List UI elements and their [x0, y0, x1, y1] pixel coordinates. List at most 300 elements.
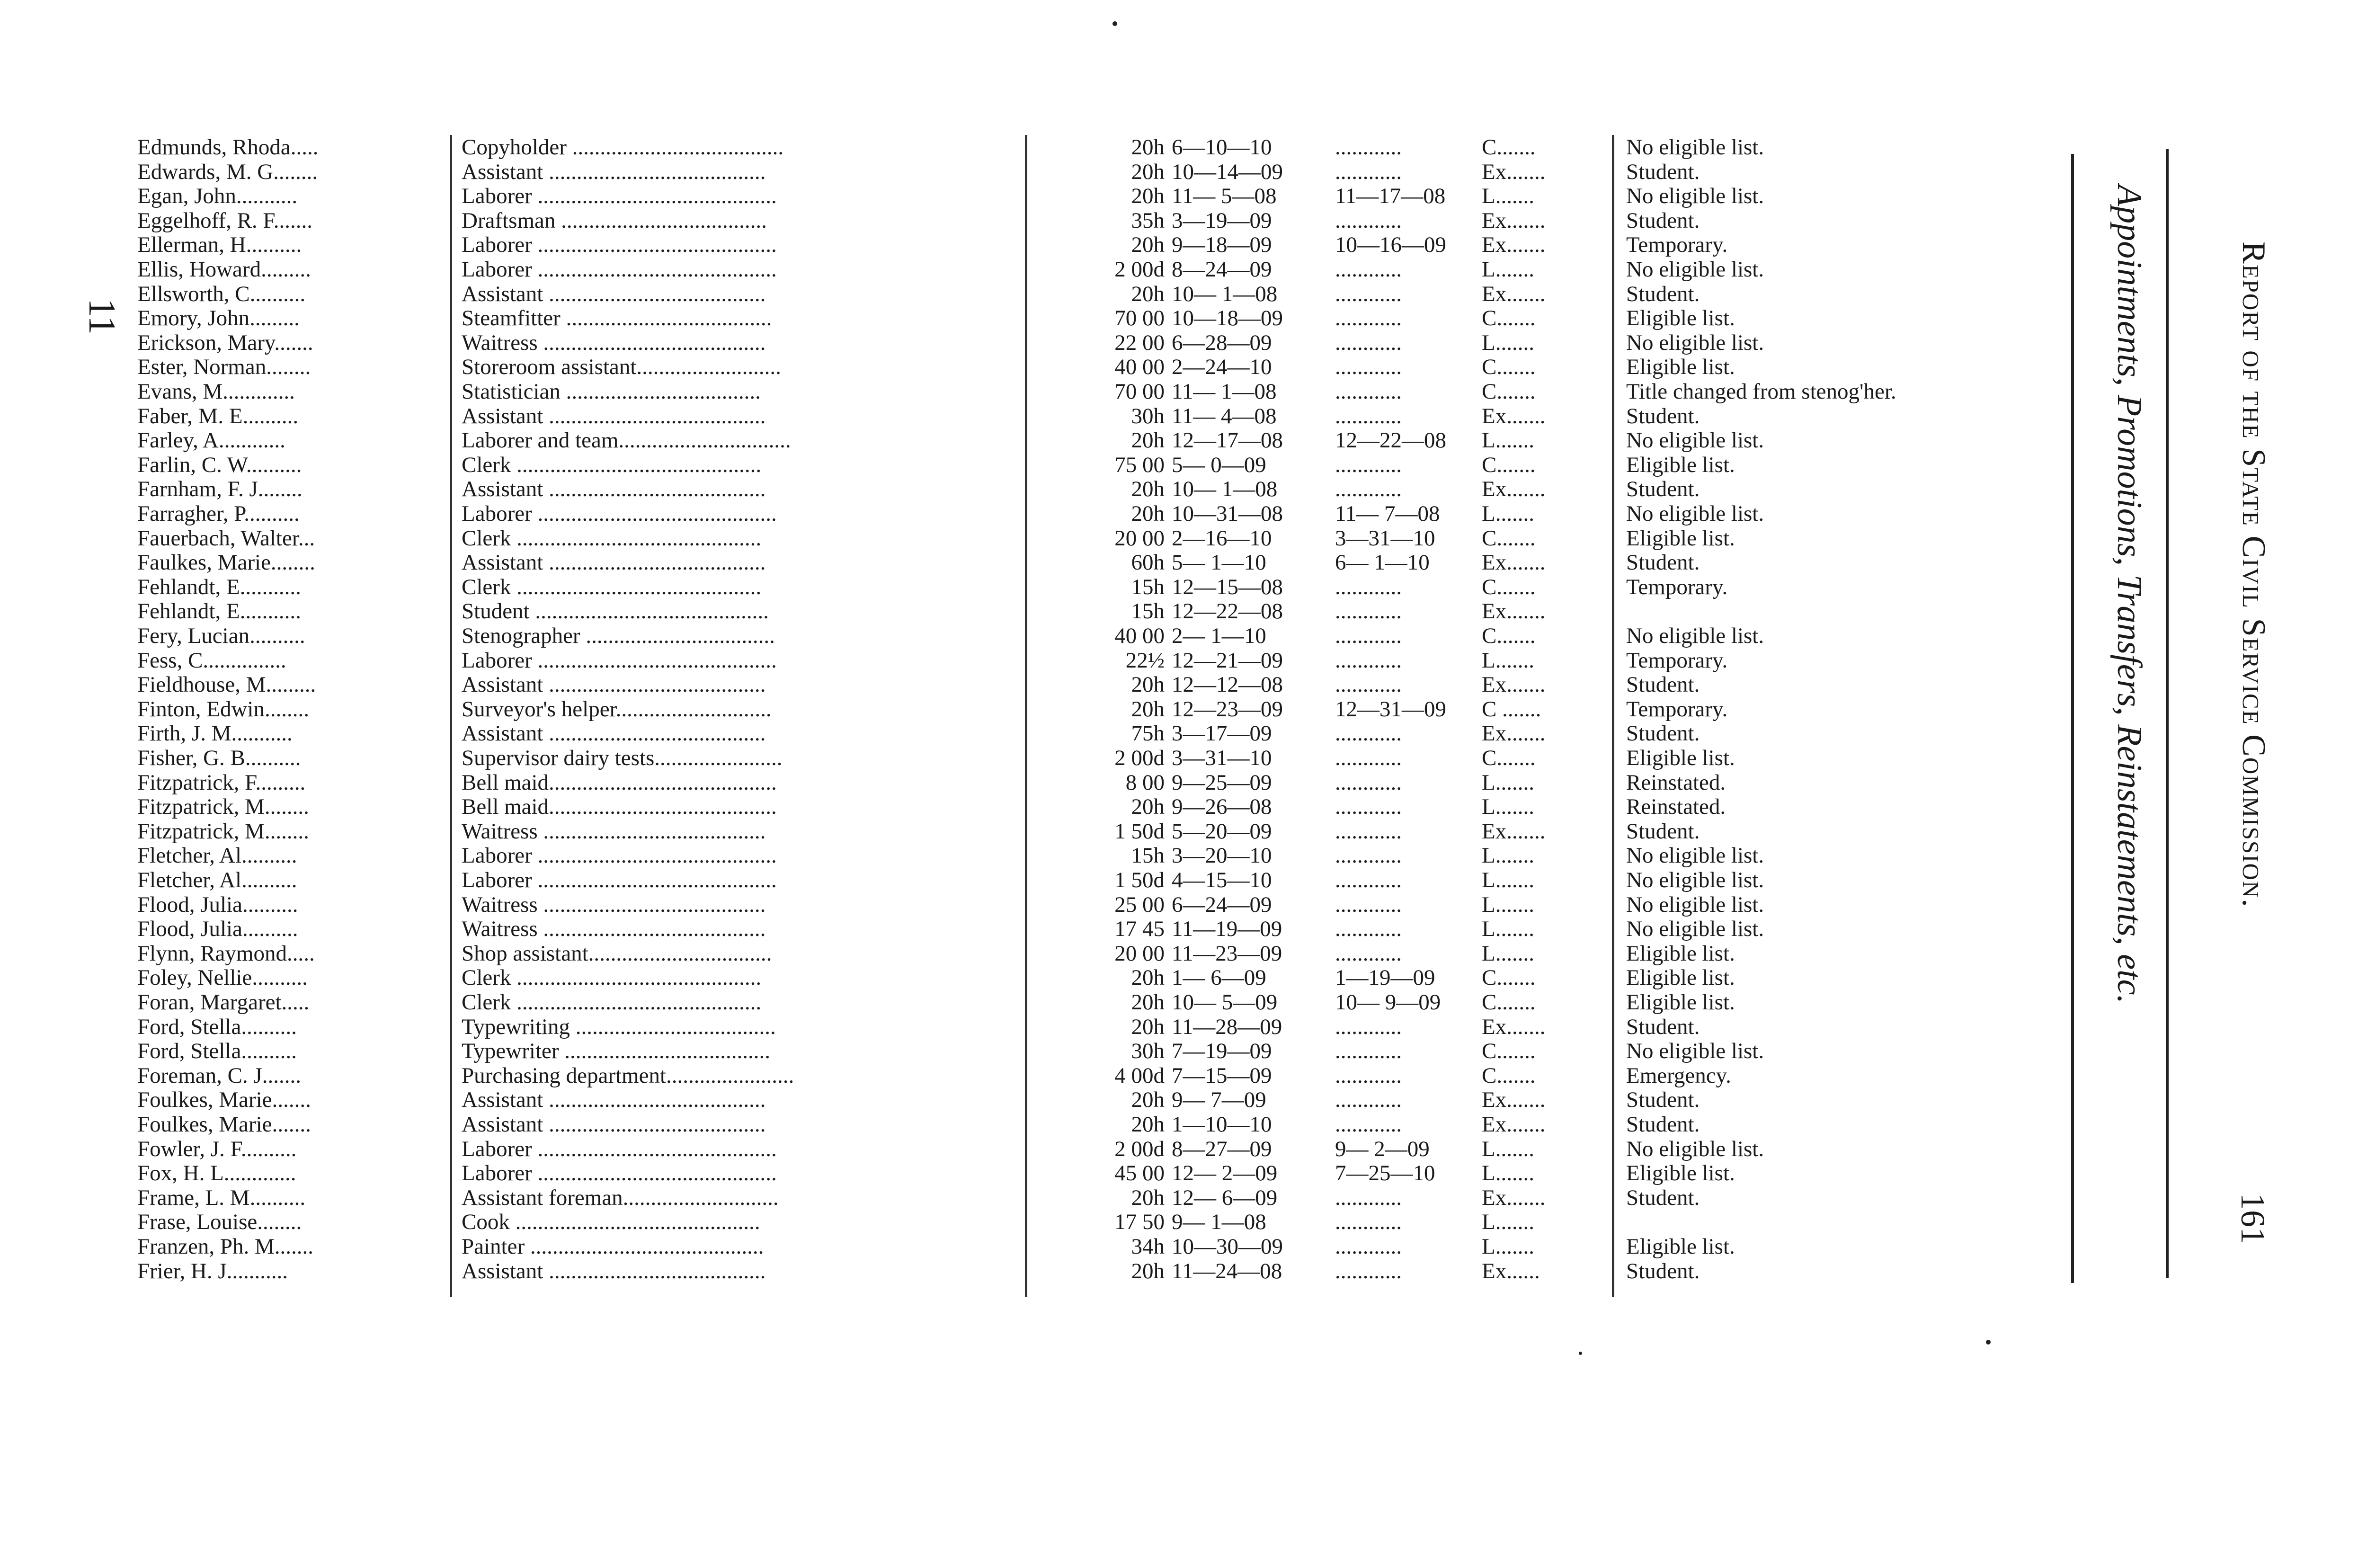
class-code: L....... — [1482, 330, 1534, 355]
termination-date: 7—25—10 — [1335, 1161, 1435, 1186]
appointment-date: 11— 5—08 — [1172, 184, 1277, 209]
appointment-date: 5— 1—10 — [1172, 550, 1266, 575]
employee-name: Farragher, P.......... — [137, 501, 300, 526]
employee-name: Edmunds, Rhoda..... — [137, 135, 319, 160]
remark-text: Student. — [1626, 281, 1700, 306]
class-code: L....... — [1482, 1210, 1534, 1235]
remark-text: Student. — [1626, 1185, 1700, 1210]
position-title: Waitress ........................................ — [462, 917, 766, 942]
employee-name: Faber, M. E.......... — [137, 403, 299, 428]
class-code: C....... — [1482, 746, 1536, 770]
employee-name: Erickson, Mary....... — [137, 330, 313, 355]
employee-name: Foulkes, Marie....... — [137, 1112, 311, 1137]
table-row — [0, 1210, 2083, 1234]
employee-name: Eggelhoff, R. F....... — [137, 208, 313, 233]
appointment-date: 10— 5—09 — [1172, 990, 1278, 1015]
position-title: Clerk ............................................ — [462, 574, 762, 599]
class-code: C....... — [1482, 624, 1536, 648]
remark-text: No eligible list. — [1626, 184, 1764, 209]
termination-date: 12—22—08 — [1335, 428, 1446, 453]
salary-value: 20h — [1131, 794, 1165, 820]
employee-name: Fisher, G. B.......... — [137, 746, 301, 770]
table-row — [0, 160, 2083, 184]
class-code: L....... — [1482, 868, 1534, 892]
remark-text: Student. — [1626, 1087, 1700, 1113]
class-code: C....... — [1482, 306, 1536, 331]
column-rule-salary — [1025, 135, 1027, 1297]
salary-value: 70 00 — [1114, 379, 1165, 404]
position-title: Steamfitter ..................................... — [462, 306, 772, 331]
employee-name: Egan, John........... — [137, 184, 298, 209]
remark-text: Eligible list. — [1626, 355, 1735, 380]
appointment-date: 12—17—08 — [1172, 428, 1283, 453]
table-row — [0, 282, 2083, 306]
salary-value: 20h — [1131, 965, 1165, 990]
appointment-date: 10—18—09 — [1172, 306, 1283, 331]
appointment-date: 12—15—08 — [1172, 574, 1283, 599]
table-row — [0, 1161, 2083, 1185]
appointment-date: 3—20—10 — [1172, 843, 1272, 868]
remark-text: Eligible list. — [1626, 452, 1735, 477]
employee-name: Farley, A............ — [137, 428, 285, 453]
position-title: Waitress ........................................ — [462, 892, 766, 917]
termination-date: ............ — [1335, 330, 1402, 355]
section-subtitle: Appointments, Promotions, Transfers, Reinstatements, etc. — [2110, 185, 2149, 1004]
class-code: Ex....... — [1482, 672, 1546, 697]
appointment-date: 3—17—09 — [1172, 721, 1272, 746]
salary-value: 15h — [1131, 574, 1165, 599]
table-row — [0, 257, 2083, 282]
class-code: C....... — [1482, 452, 1536, 477]
employee-name: Emory, John......... — [137, 306, 300, 331]
termination-date: ............ — [1335, 1210, 1402, 1235]
remark-text: Student. — [1626, 1112, 1700, 1137]
class-code: Ex....... — [1482, 281, 1546, 306]
employee-name: Fletcher, Al.......... — [137, 843, 297, 868]
termination-date: ............ — [1335, 1112, 1402, 1137]
table-row — [0, 501, 2083, 526]
appointment-date: 10— 1—08 — [1172, 281, 1278, 306]
employee-name: Foley, Nellie.......... — [137, 965, 308, 990]
remark-text: Student. — [1626, 208, 1700, 233]
class-code: L....... — [1482, 501, 1534, 526]
position-title: Copyholder ...................................... — [462, 135, 784, 160]
salary-value: 20h — [1131, 990, 1165, 1015]
termination-date: ............ — [1335, 648, 1402, 673]
appointment-date: 1— 6—09 — [1172, 965, 1266, 990]
termination-date: ............ — [1335, 1185, 1402, 1210]
termination-date: 3—31—10 — [1335, 526, 1435, 551]
appointment-date: 11—19—09 — [1172, 917, 1282, 942]
position-title: Assistant ....................................... — [462, 159, 766, 184]
remark-text: Temporary. — [1626, 574, 1728, 599]
employee-name: Fowler, J. F.......... — [137, 1136, 297, 1161]
position-title: Assistant ....................................... — [462, 550, 766, 575]
table-row — [0, 746, 2083, 770]
position-title: Laborer ........................................... — [462, 232, 777, 258]
termination-date: ............ — [1335, 477, 1402, 502]
employee-name: Fitzpatrick, M........ — [137, 819, 309, 844]
termination-date: ............ — [1335, 379, 1402, 404]
position-title: Assistant ....................................... — [462, 1258, 766, 1283]
remark-text: No eligible list. — [1626, 843, 1764, 868]
salary-value: 75h — [1131, 721, 1165, 746]
salary-value: 1 50d — [1114, 819, 1165, 844]
remark-text: Student. — [1626, 403, 1700, 428]
remark-text: No eligible list. — [1626, 1136, 1764, 1161]
appointment-date: 8—24—09 — [1172, 257, 1272, 282]
employee-name: Ellsworth, C.......... — [137, 281, 306, 306]
position-title: Assistant foreman............................ — [462, 1185, 779, 1210]
position-title: Typewriting .................................... — [462, 1014, 776, 1039]
salary-value: 22½ — [1125, 648, 1165, 673]
appointment-date: 9—18—09 — [1172, 232, 1272, 258]
termination-date: ............ — [1335, 599, 1402, 624]
termination-date: ............ — [1335, 819, 1402, 844]
class-code: C....... — [1482, 574, 1536, 599]
remark-text: Student. — [1626, 550, 1700, 575]
table-row — [0, 306, 2083, 330]
class-code: Ex....... — [1482, 232, 1546, 258]
termination-date: ............ — [1335, 1258, 1402, 1283]
salary-value: 30h — [1131, 403, 1165, 428]
employee-name: Fletcher, Al.......... — [137, 868, 297, 892]
remark-text: Student. — [1626, 477, 1700, 502]
position-title: Purchasing department....................... — [462, 1063, 794, 1088]
salary-value: 20 00 — [1114, 526, 1165, 551]
remark-text: No eligible list. — [1626, 257, 1764, 282]
appointment-date: 9—26—08 — [1172, 794, 1272, 820]
employee-name: Fauerbach, Walter... — [137, 526, 315, 551]
termination-date: ............ — [1335, 574, 1402, 599]
employee-name: Ford, Stella.......... — [137, 1014, 297, 1039]
appointment-date: 3—31—10 — [1172, 746, 1272, 770]
remark-text: Eligible list. — [1626, 306, 1735, 331]
table-row — [0, 1087, 2083, 1112]
class-code: L....... — [1482, 184, 1534, 209]
position-title: Waitress ........................................ — [462, 330, 766, 355]
salary-value: 20h — [1131, 1087, 1165, 1113]
table-row — [0, 232, 2083, 257]
class-code: L....... — [1482, 941, 1534, 966]
salary-value: 70 00 — [1114, 306, 1165, 331]
employee-name: Fery, Lucian.......... — [137, 624, 305, 648]
position-title: Laborer ........................................... — [462, 648, 777, 673]
salary-value: 20h — [1131, 1014, 1165, 1039]
employee-name: Ellis, Howard......... — [137, 257, 311, 282]
remark-text: No eligible list. — [1626, 917, 1764, 942]
employee-name: Flood, Julia.......... — [137, 892, 298, 917]
employee-name: Farlin, C. W.......... — [137, 452, 302, 477]
table-row — [0, 1112, 2083, 1137]
termination-date: ............ — [1335, 159, 1402, 184]
appointment-date: 7—19—09 — [1172, 1039, 1272, 1064]
table-row — [0, 1185, 2083, 1210]
table-row — [0, 599, 2083, 624]
table-row — [0, 1137, 2083, 1161]
appointment-date: 6—24—09 — [1172, 892, 1272, 917]
remark-text: Student. — [1626, 1014, 1700, 1039]
employee-name: Fehlandt, E........... — [137, 599, 301, 624]
appointment-date: 12—12—08 — [1172, 672, 1283, 697]
remark-text: Student. — [1626, 819, 1700, 844]
appointment-date: 5— 0—09 — [1172, 452, 1266, 477]
termination-date: ............ — [1335, 843, 1402, 868]
salary-value: 15h — [1131, 599, 1165, 624]
position-title: Assistant ....................................... — [462, 1087, 766, 1113]
position-title: Bell maid......................................... — [462, 770, 777, 795]
salary-value: 20h — [1131, 159, 1165, 184]
appointment-date: 11—23—09 — [1172, 941, 1282, 966]
class-code: C....... — [1482, 379, 1536, 404]
position-title: Laborer ........................................... — [462, 257, 777, 282]
employee-name: Fitzpatrick, F......... — [137, 770, 306, 795]
table-row — [0, 355, 2083, 379]
table-row — [0, 135, 2083, 160]
termination-date: ............ — [1335, 624, 1402, 648]
employee-name: Finton, Edwin........ — [137, 696, 309, 722]
position-title: Waitress ........................................ — [462, 819, 766, 844]
position-title: Clerk ............................................ — [462, 526, 762, 551]
termination-date: ............ — [1335, 1039, 1402, 1064]
appointment-date: 11—28—09 — [1172, 1014, 1282, 1039]
termination-date: 11—17—08 — [1335, 184, 1446, 209]
termination-date: ............ — [1335, 281, 1402, 306]
table-row — [0, 1015, 2083, 1039]
class-code: Ex....... — [1482, 599, 1546, 624]
class-code: Ex....... — [1482, 819, 1546, 844]
position-title: Clerk ............................................ — [462, 965, 762, 990]
table-row — [0, 1039, 2083, 1063]
table-row — [0, 550, 2083, 575]
employee-name: Ellerman, H.......... — [137, 232, 302, 258]
employee-name: Frier, H. J........... — [137, 1258, 288, 1283]
class-code: L....... — [1482, 1136, 1534, 1161]
termination-date: ............ — [1335, 208, 1402, 233]
salary-value: 15h — [1131, 843, 1165, 868]
appointment-date: 6—10—10 — [1172, 135, 1272, 160]
termination-date: 6— 1—10 — [1335, 550, 1430, 575]
appointment-date: 2—24—10 — [1172, 355, 1272, 380]
table-row — [0, 428, 2083, 453]
employee-name: Fehlandt, E........... — [137, 574, 301, 599]
appointment-date: 12— 2—09 — [1172, 1161, 1278, 1186]
appointment-date: 12—21—09 — [1172, 648, 1283, 673]
appointment-date: 5—20—09 — [1172, 819, 1272, 844]
remark-text: Student. — [1626, 1258, 1700, 1283]
table-row — [0, 672, 2083, 697]
class-code: C....... — [1482, 526, 1536, 551]
remark-text: Student. — [1626, 672, 1700, 697]
appointment-date: 9— 1—08 — [1172, 1210, 1266, 1235]
employee-name: Farnham, F. J........ — [137, 477, 303, 502]
class-code: Ex....... — [1482, 208, 1546, 233]
employee-name: Fess, C............... — [137, 648, 286, 673]
position-title: Student .......................................... — [462, 599, 769, 624]
salary-value: 2 00d — [1114, 1136, 1165, 1161]
termination-date: ............ — [1335, 135, 1402, 160]
appointment-date: 7—15—09 — [1172, 1063, 1272, 1088]
salary-value: 45 00 — [1114, 1161, 1165, 1186]
position-title: Painter .......................................... — [462, 1234, 764, 1259]
termination-date: ............ — [1335, 794, 1402, 820]
table-row — [0, 1234, 2083, 1259]
class-code: Ex....... — [1482, 159, 1546, 184]
termination-date: ............ — [1335, 1014, 1402, 1039]
table-row — [0, 990, 2083, 1015]
remark-text: Reinstated. — [1626, 770, 1726, 795]
position-title: Laborer and team............................... — [462, 428, 791, 453]
employee-name: Foulkes, Marie....... — [137, 1087, 311, 1113]
class-code: Ex....... — [1482, 550, 1546, 575]
position-title: Typewriter ..................................... — [462, 1039, 771, 1064]
termination-date: 10— 9—09 — [1335, 990, 1441, 1015]
salary-value: 60h — [1131, 550, 1165, 575]
remark-text: Student. — [1626, 721, 1700, 746]
termination-date: ............ — [1335, 917, 1402, 942]
termination-date: ............ — [1335, 770, 1402, 795]
employee-name: Flood, Julia.......... — [137, 917, 298, 942]
appointment-date: 2— 1—10 — [1172, 624, 1266, 648]
appointment-date: 1—10—10 — [1172, 1112, 1272, 1137]
table-row — [0, 794, 2083, 819]
salary-value: 30h — [1131, 1039, 1165, 1064]
position-title: Assistant ....................................... — [462, 403, 766, 428]
position-title: Assistant ....................................... — [462, 672, 766, 697]
termination-date: 10—16—09 — [1335, 232, 1446, 258]
left-page-number: 11 — [81, 298, 123, 335]
salary-value: 20h — [1131, 281, 1165, 306]
class-code: L....... — [1482, 428, 1534, 453]
salary-value: 20h — [1131, 184, 1165, 209]
table-row — [0, 819, 2083, 844]
remark-text: Eligible list. — [1626, 990, 1735, 1015]
remark-text: No eligible list. — [1626, 624, 1764, 648]
employee-name: Foreman, C. J....... — [137, 1063, 301, 1088]
termination-date: ............ — [1335, 672, 1402, 697]
appointment-date: 10— 1—08 — [1172, 477, 1278, 502]
termination-date: 12—31—09 — [1335, 696, 1446, 722]
salary-value: 75 00 — [1114, 452, 1165, 477]
table-row — [0, 965, 2083, 990]
salary-value: 20h — [1131, 1185, 1165, 1210]
class-code: L....... — [1482, 257, 1534, 282]
class-code: C....... — [1482, 965, 1536, 990]
position-title: Bell maid......................................... — [462, 794, 777, 820]
employee-name: Ford, Stella.......... — [137, 1039, 297, 1064]
speck — [1986, 1340, 1991, 1345]
class-code: Ex....... — [1482, 477, 1546, 502]
termination-date: ............ — [1335, 355, 1402, 380]
remark-text: No eligible list. — [1626, 428, 1764, 453]
salary-value: 25 00 — [1114, 892, 1165, 917]
appointment-date: 11— 1—08 — [1172, 379, 1277, 404]
table-row — [0, 575, 2083, 599]
table-row — [0, 526, 2083, 551]
position-title: Laborer ........................................... — [462, 843, 777, 868]
appointment-date: 11— 4—08 — [1172, 403, 1277, 428]
page-number: 161 — [2234, 1193, 2272, 1244]
salary-value: 8 00 — [1125, 770, 1165, 795]
salary-value: 20h — [1131, 696, 1165, 722]
remark-text: Reinstated. — [1626, 794, 1726, 820]
remark-text: No eligible list. — [1626, 892, 1764, 917]
column-rule-left — [450, 135, 452, 1297]
class-code: L....... — [1482, 917, 1534, 942]
salary-value: 17 45 — [1114, 917, 1165, 942]
position-title: Assistant ....................................... — [462, 1112, 766, 1137]
salary-value: 40 00 — [1114, 624, 1165, 648]
employee-name: Foran, Margaret..... — [137, 990, 310, 1015]
class-code: Ex....... — [1482, 1112, 1546, 1137]
employee-name: Edwards, M. G........ — [137, 159, 318, 184]
header-rule-outer — [2166, 149, 2169, 1278]
salary-value: 2 00d — [1114, 257, 1165, 282]
appointment-date: 4—15—10 — [1172, 868, 1272, 892]
position-title: Supervisor dairy tests....................... — [462, 746, 783, 770]
remark-text: Emergency. — [1626, 1063, 1731, 1088]
remark-text: No eligible list. — [1626, 330, 1764, 355]
remark-text: Eligible list. — [1626, 1234, 1735, 1259]
table-row — [0, 1259, 2083, 1283]
salary-value: 34h — [1131, 1234, 1165, 1259]
remark-text: No eligible list. — [1626, 135, 1764, 160]
salary-value: 20h — [1131, 428, 1165, 453]
appointment-date: 10—31—08 — [1172, 501, 1283, 526]
remark-text: No eligible list. — [1626, 1039, 1764, 1064]
position-title: Laborer ........................................... — [462, 1136, 777, 1161]
table-row — [0, 721, 2083, 746]
position-title: Shop assistant................................. — [462, 941, 772, 966]
termination-date: ............ — [1335, 868, 1402, 892]
salary-value: 2 00d — [1114, 746, 1165, 770]
employee-name: Evans, M............. — [137, 379, 295, 404]
salary-value: 4 00d — [1114, 1063, 1165, 1088]
position-title: Assistant ....................................... — [462, 477, 766, 502]
position-title: Laborer ........................................... — [462, 501, 777, 526]
table-row — [0, 697, 2083, 722]
termination-date: ............ — [1335, 941, 1402, 966]
class-code: C ....... — [1482, 696, 1541, 722]
class-code: L....... — [1482, 770, 1534, 795]
termination-date: ............ — [1335, 1234, 1402, 1259]
termination-date: ............ — [1335, 1063, 1402, 1088]
class-code: L....... — [1482, 648, 1534, 673]
employee-name: Flynn, Raymond..... — [137, 941, 315, 966]
class-code: Ex....... — [1482, 1185, 1546, 1210]
class-code: L....... — [1482, 1161, 1534, 1186]
table-row — [0, 330, 2083, 355]
class-code: Ex....... — [1482, 1087, 1546, 1113]
salary-value: 22 00 — [1114, 330, 1165, 355]
remark-text: No eligible list. — [1626, 868, 1764, 892]
position-title: Stenographer .................................. — [462, 624, 775, 648]
table-row — [0, 208, 2083, 233]
class-code: Ex....... — [1482, 1014, 1546, 1039]
remark-text: Eligible list. — [1626, 746, 1735, 770]
employee-name: Firth, J. M........... — [137, 721, 293, 746]
appointment-date: 10—14—09 — [1172, 159, 1283, 184]
appointment-date: 12—22—08 — [1172, 599, 1283, 624]
remark-text: Eligible list. — [1626, 941, 1735, 966]
appointment-date: 8—27—09 — [1172, 1136, 1272, 1161]
class-code: L....... — [1482, 794, 1534, 820]
class-code: C....... — [1482, 1063, 1536, 1088]
table-row — [0, 917, 2083, 941]
table-row — [0, 453, 2083, 477]
termination-date: ............ — [1335, 746, 1402, 770]
position-title: Surveyor's helper............................ — [462, 696, 772, 722]
